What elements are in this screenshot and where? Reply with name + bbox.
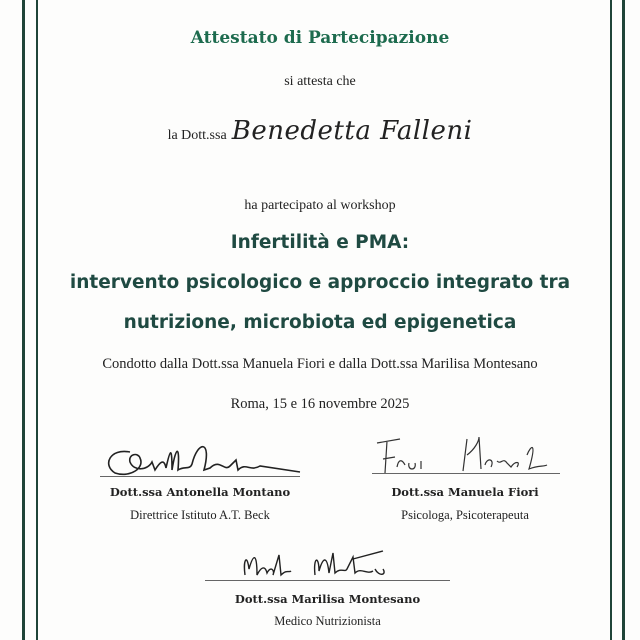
signatory-role-1: Direttrice Istituto A.T. Beck [130,508,270,522]
signatory-role-3: Medico Nutrizionista [274,614,381,628]
workshop-title-3: nutrizione, microbiota ed epigenetica [123,312,517,333]
signatory-name-2: Dott.ssa Manuela Fiori [391,485,539,499]
signatory-name-1: Dott.ssa Antonella Montano [109,485,291,499]
certificate-title: Attestato di Partecipazione [190,28,450,48]
signature-fiori [375,435,565,475]
participated-text: ha partecipato al workshop [244,198,396,213]
workshop-title-2: intervento psicologico e approccio integrato tra [69,272,571,293]
recipient-line [0,116,640,146]
recipient-name: Benedetta Falleni [231,116,473,146]
workshop-title-1: Infertilità e PMA: [230,232,410,253]
place-date: Roma, 15 e 16 novembre 2025 [230,396,410,412]
signatory-role-2: Psicologa, Psicoterapeuta [401,508,529,522]
signature-montano [100,440,300,480]
signature-line-2 [372,473,560,474]
conducted-text: Condotto dalla Dott.ssa Manuela Fiori e dalla Dott.ssa Marilisa Montesano [102,356,538,372]
signature-line-1 [100,476,300,477]
signature-montesano [235,545,415,585]
signature-line-3 [205,580,450,581]
intro-text: si attesta che [284,74,356,89]
signatory-name-3: Dott.ssa Marilisa Montesano [234,592,421,606]
recipient-prefix: la Dott.ssa [167,128,227,143]
